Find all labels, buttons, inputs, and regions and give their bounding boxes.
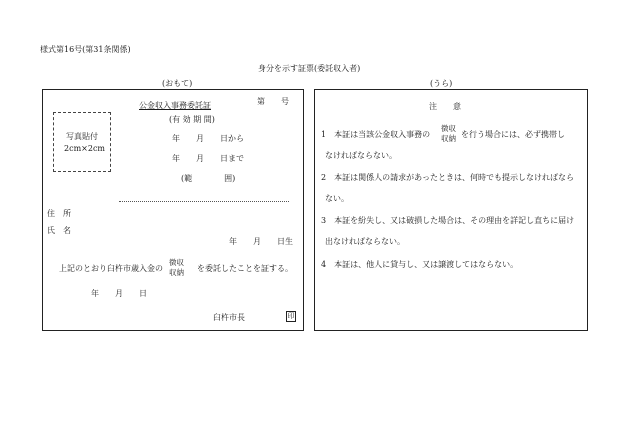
- note-1-suffix: を行う場合には、必ず携帯し: [461, 130, 565, 139]
- back-card: [314, 89, 588, 331]
- photo-label: 写真貼付: [66, 132, 98, 141]
- method-stack: [169, 258, 184, 278]
- issue-date: 年 月 日: [91, 289, 147, 298]
- cert-title: 公金収入事務委託証: [139, 101, 211, 110]
- statement-suffix: を委託したことを証する。: [197, 264, 293, 273]
- note-1-cont: なければならない。: [325, 151, 397, 160]
- note-2-cont: ない。: [325, 194, 349, 203]
- front-card: [42, 89, 304, 331]
- date-to: 年 月 日まで: [172, 154, 244, 163]
- issuer: 臼杵市長: [213, 313, 245, 322]
- document-title: 身分を示す証票(委託収入者): [258, 64, 361, 73]
- number-label: 第 号: [257, 97, 289, 106]
- validity-label: (有 効 期 間): [169, 115, 215, 124]
- note-2: 2 本証は関係人の請求があったときは、何時でも提示しなければなら: [321, 173, 575, 182]
- note-3-cont: 出なければならない。: [325, 237, 405, 246]
- birth-date: 年 月 日生: [229, 237, 293, 246]
- method-bottom: 収納: [169, 268, 184, 277]
- note-1-prefix: 1 本証は当該公金収入事務の: [321, 130, 431, 139]
- photo-placeholder: [53, 112, 111, 172]
- date-from: 年 月 日から: [172, 134, 244, 143]
- photo-size: 2cm×2cm: [64, 144, 106, 153]
- note-4: 4 本証は、他人に貸与し、又は譲渡してはならない。: [321, 260, 519, 269]
- front-heading: (おもて): [162, 79, 193, 88]
- notes-title: 注 意: [429, 102, 461, 111]
- name-label: 氏 名: [47, 226, 71, 235]
- note-3: 3 本証を紛失し、又は破損した場合は、その理由を詳記し直ちに届け: [321, 216, 575, 225]
- address-label: 住 所: [47, 209, 71, 218]
- note-1-stack-top: 徴収: [441, 124, 456, 133]
- scope-dotted-line: [119, 201, 289, 202]
- note-1-stack-bottom: 収納: [441, 134, 456, 143]
- method-top: 徴収: [169, 258, 184, 267]
- scope-label: (範 囲): [181, 174, 236, 183]
- note-1-stack: [441, 124, 456, 144]
- back-heading: (うら): [430, 79, 453, 88]
- form-number: 様式第16号(第31条関係): [40, 45, 131, 54]
- statement-prefix: 上記のとおり臼杵市歳入金の: [59, 264, 163, 273]
- seal-mark: 印: [287, 312, 295, 320]
